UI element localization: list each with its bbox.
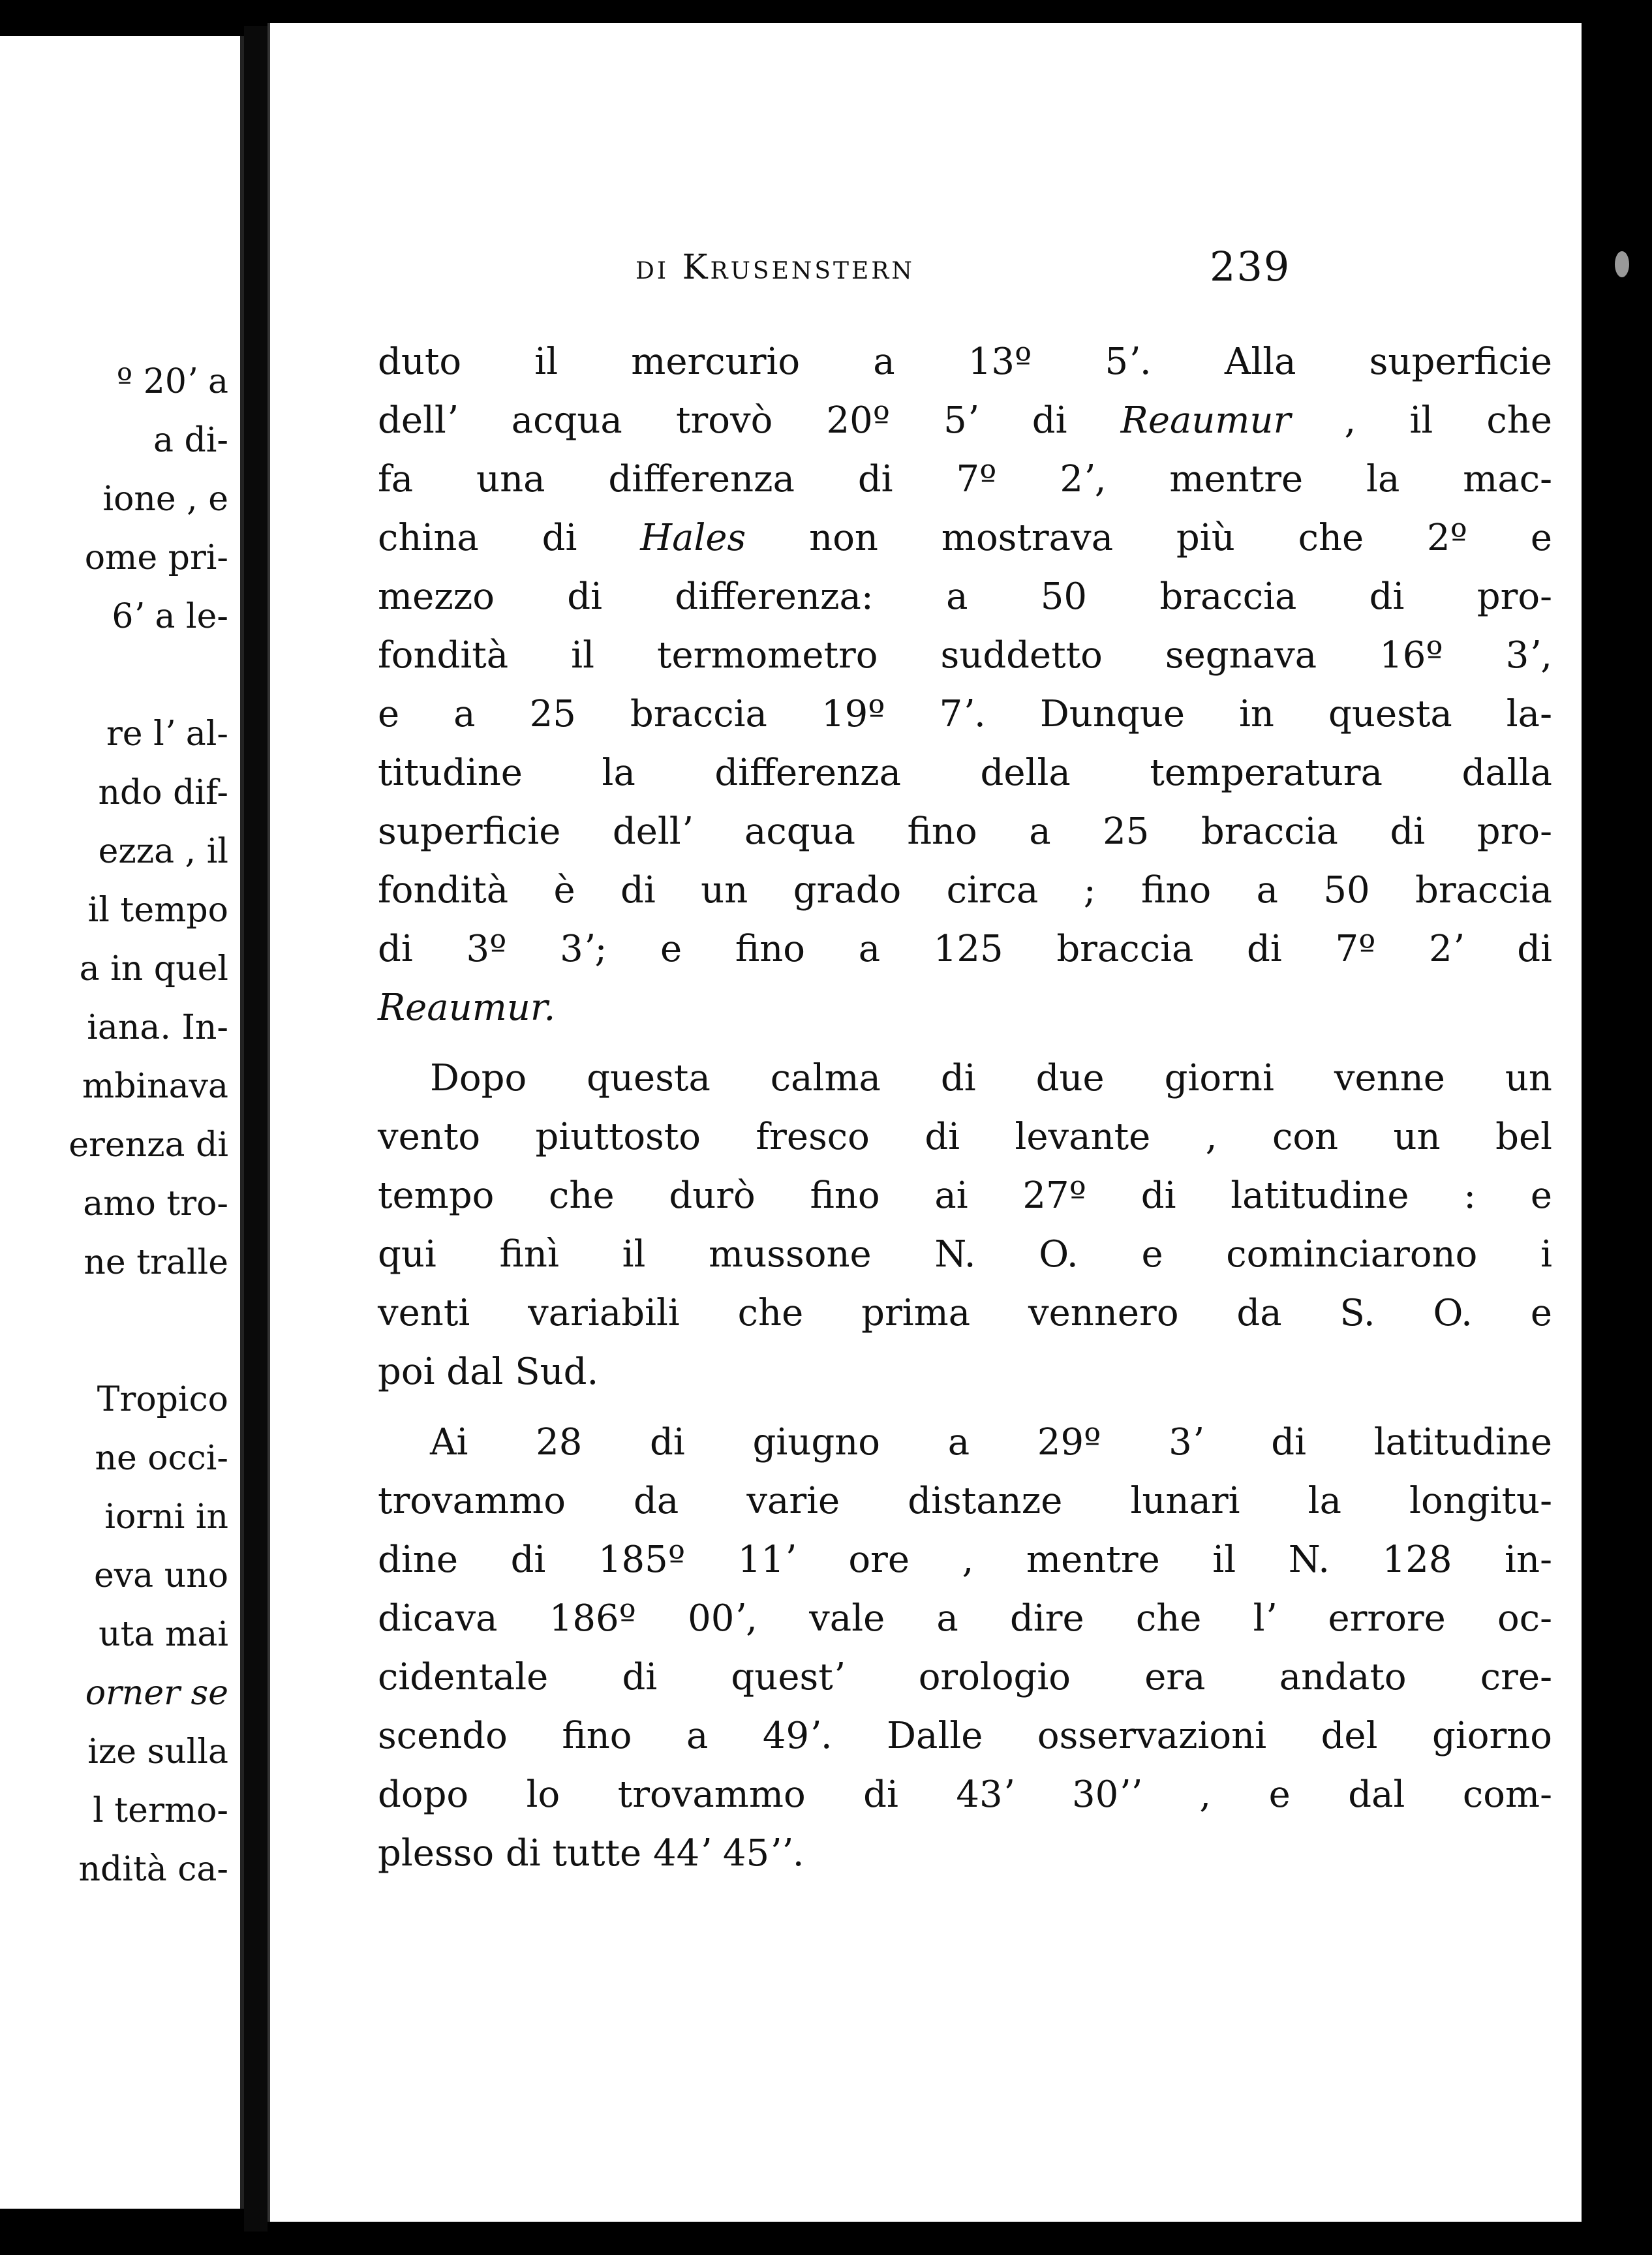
left-line: ezza , il (98, 832, 228, 871)
text-line: dine di 185º 11ʼ ore , mentre il N. 128 in- (378, 1539, 1552, 1581)
text-line: scendo fino a 49ʼ. Dalle osservazioni del giorno (378, 1715, 1552, 1757)
left-line: º 20ʼ a (116, 362, 228, 401)
body-text (378, 333, 1552, 1883)
text-line: cidentale di questʼ orologio era andato cre- (378, 1656, 1552, 1698)
text-line: Ai 28 di giugno a 29º 3ʼ di latitudine (430, 1421, 1552, 1464)
left-line: l termo- (93, 1791, 228, 1830)
text-fragment: china di (378, 517, 641, 559)
left-page-fragment (0, 36, 244, 2209)
text-line: plesso di tutte 44ʼ 45ʼʼ. (378, 1832, 804, 1875)
text-line: vento piuttosto fresco di levante , con un bel (378, 1116, 1552, 1158)
book-gutter (244, 26, 268, 2232)
left-line: 6ʼ a le- (112, 597, 228, 636)
text-fragment: , il che (1291, 399, 1552, 442)
text-line: Dopo questa calma di due giorni venne un (430, 1057, 1552, 1099)
left-line: ndità ca- (78, 1850, 228, 1889)
text-line: fa una differenza di 7º 2ʼ, mentre la mac- (378, 458, 1552, 500)
running-head (270, 243, 1582, 300)
italic-word: Reaumur (1120, 399, 1291, 442)
left-line: orner se (85, 1674, 228, 1713)
left-line: re lʼ al- (106, 714, 228, 754)
running-title: di Krusenstern (635, 248, 915, 287)
left-line: iorni in (104, 1497, 228, 1537)
right-page (268, 23, 1582, 2222)
text-line: titudine la differenza della temperatura dalla (378, 752, 1552, 794)
left-line: ize sulla (87, 1732, 228, 1772)
italic-word: Hales (640, 517, 746, 559)
left-line: iana. In- (87, 1008, 228, 1047)
text-line: duto il mercurio a 13º 5ʼ. Alla superficie (378, 341, 1552, 383)
text-line: di 3º 3ʼ; e fino a 125 braccia di 7º 2ʼ di (378, 928, 1552, 970)
text-line: tempo che durò fino ai 27º di latitudine : e (378, 1174, 1552, 1217)
left-line: a in quel (79, 949, 228, 989)
left-line: mbinava (82, 1067, 228, 1106)
text-fragment: non mostrava più che 2º e (746, 517, 1552, 559)
text-line: dicava 186º 00ʼ, vale a dire che lʼ errore oc- (378, 1597, 1552, 1640)
left-line: erenza di (69, 1126, 228, 1165)
text-line: e a 25 braccia 19º 7ʼ. Dunque in questa la- (378, 693, 1552, 735)
text-line: mezzo di differenza: a 50 braccia di pro- (378, 575, 1552, 618)
text-line: qui finì il mussone N. O. e cominciarono i (378, 1233, 1552, 1276)
text-fragment: dellʼ acqua trovò 20º 5ʼ di (378, 399, 1121, 442)
text-line: fondità il termometro suddetto segnava 16º 3ʼ, (378, 634, 1552, 677)
text-line (378, 391, 1552, 450)
left-line: il tempo (87, 891, 228, 930)
left-line: amo tro- (83, 1184, 228, 1223)
text-line: venti variabili che prima vennero da S. O. e (378, 1292, 1552, 1334)
text-line: dopo lo trovammo di 43ʼ 30ʼʼ , e dal com- (378, 1773, 1552, 1816)
text-line (378, 509, 1552, 568)
left-line: a di- (153, 421, 228, 460)
left-line: ne occi- (95, 1439, 228, 1478)
left-line: ndo dif- (98, 773, 228, 812)
left-line: eva uno (94, 1556, 228, 1595)
left-line: uta mai (99, 1615, 228, 1654)
page-number: 239 (1210, 243, 1291, 290)
text-line: poi dal Sud. (378, 1351, 599, 1393)
text-line: Reaumur. (378, 987, 556, 1029)
text-line: superficie dellʼ acqua fino a 25 braccia di pro- (378, 810, 1552, 853)
scan-speck (1615, 251, 1629, 277)
text-line: fondità è di un grado circa ; fino a 50 braccia (378, 869, 1552, 912)
left-line: ione , e (102, 480, 228, 519)
text-line: trovammo da varie distanze lunari la longitu- (378, 1480, 1552, 1522)
left-line: ome pri- (84, 538, 228, 577)
left-line: Tropico (97, 1380, 228, 1419)
left-line: ne tralle (84, 1243, 228, 1282)
